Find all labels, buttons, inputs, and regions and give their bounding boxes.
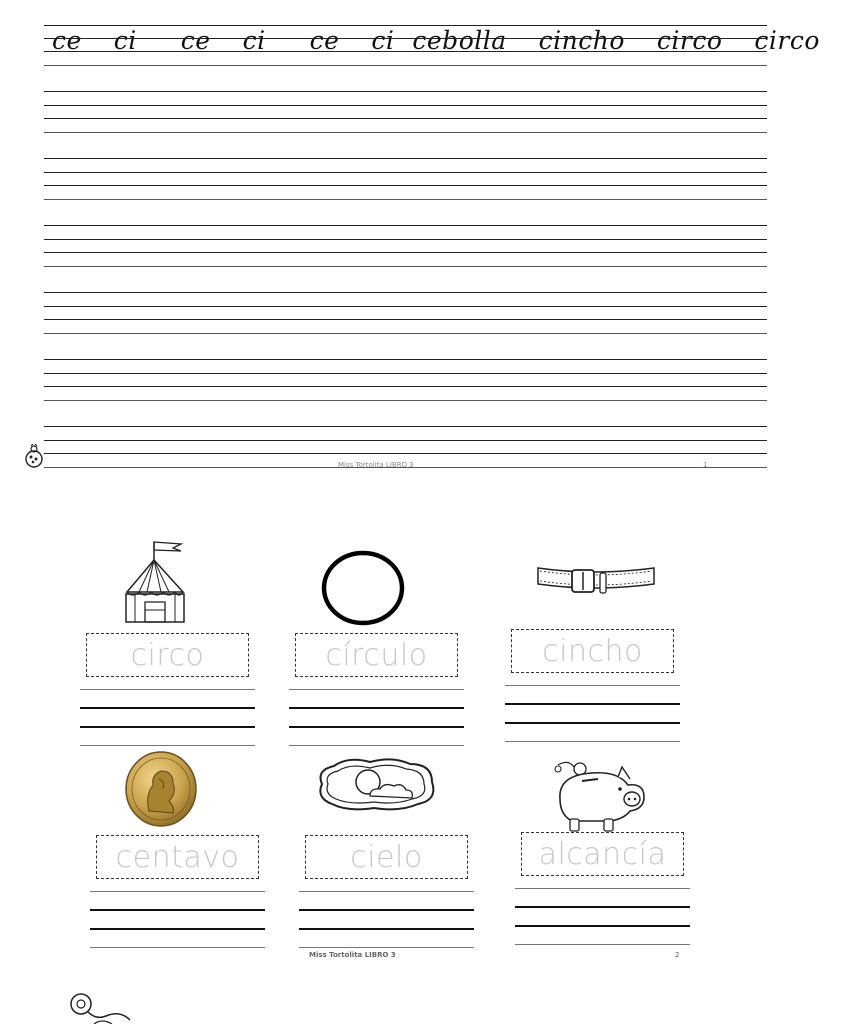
writing-line [44,252,767,253]
writing-line [289,745,464,746]
writing-line [44,239,767,240]
writing-line [505,741,680,742]
cursive-word: circo [754,26,820,55]
circle-icon [320,549,408,627]
cursive-word: circo [656,26,723,55]
word-card [90,835,265,965]
word-card [80,633,255,763]
writing-line [44,426,767,427]
writing-line [44,266,767,267]
writing-line [80,726,255,728]
writing-line [80,745,255,746]
writing-line [505,722,680,724]
writing-line [44,333,767,334]
writing-line [505,703,680,705]
writing-line [44,65,767,66]
belt-icon [534,558,658,598]
writing-line [90,928,265,930]
writing-line [44,199,767,200]
cursive-word: ce [180,26,211,55]
writing-line [289,726,464,728]
writing-line [44,453,767,454]
writing-line [44,185,767,186]
cursive-word: ce [309,26,340,55]
sky-cloud-icon [314,754,438,814]
word-tracing-box[interactable]: cielo [305,835,468,879]
writing-line [80,707,255,709]
writing-line [515,944,690,945]
writing-line [44,292,767,293]
word-card [299,835,474,965]
footer-title: Miss Tortolita LIBRO 3 [309,951,396,959]
cursive-word: cebolla [412,26,507,55]
cursive-word: ci [371,26,395,55]
word-tracing-box[interactable]: círculo [295,633,458,677]
word-card [515,832,690,962]
writing-line [90,947,265,948]
writing-line [299,928,474,930]
word-card [505,629,680,759]
word-tracing-box[interactable]: circo [86,633,249,677]
cursive-word: ce [52,26,82,55]
circus-tent-icon [121,538,191,624]
page-number: 2 [675,951,680,959]
word-tracing-box[interactable]: alcancía [521,832,684,876]
cursive-word: ci [113,26,137,55]
word-tracing-box[interactable]: cincho [511,629,674,673]
writing-line [44,172,767,173]
writing-line [80,689,255,690]
writing-line [515,888,690,889]
writing-line [515,906,690,908]
piggy-bank-icon [552,757,650,837]
cursive-word: cincho [538,26,625,55]
writing-line [44,105,767,106]
writing-line [515,925,690,927]
writing-line [44,38,767,39]
writing-line [44,373,767,374]
word-card [289,633,464,763]
writing-line [44,225,767,226]
writing-line [505,685,680,686]
writing-line [44,440,767,441]
writing-line [289,707,464,709]
writing-line [44,91,767,92]
writing-line [44,319,767,320]
writing-line [44,359,767,360]
writing-line [299,947,474,948]
writing-line [44,306,767,307]
cursive-word: ci [242,26,266,55]
footer-title: Miss Tortolita LIBRO 3 [338,461,414,469]
dove-logo-icon [22,443,46,469]
writing-line [299,891,474,892]
writing-line [44,158,767,159]
word-tracing-box[interactable]: centavo [96,835,259,879]
writing-line [90,909,265,911]
writing-line [44,400,767,401]
writing-line [44,386,767,387]
dove-mascot-icon [66,990,136,1024]
writing-line [44,25,767,26]
writing-line [44,118,767,119]
writing-line [289,689,464,690]
writing-line [44,51,767,52]
writing-line [299,909,474,911]
writing-line [90,891,265,892]
page-number: 1 [703,461,708,469]
writing-line [44,132,767,133]
